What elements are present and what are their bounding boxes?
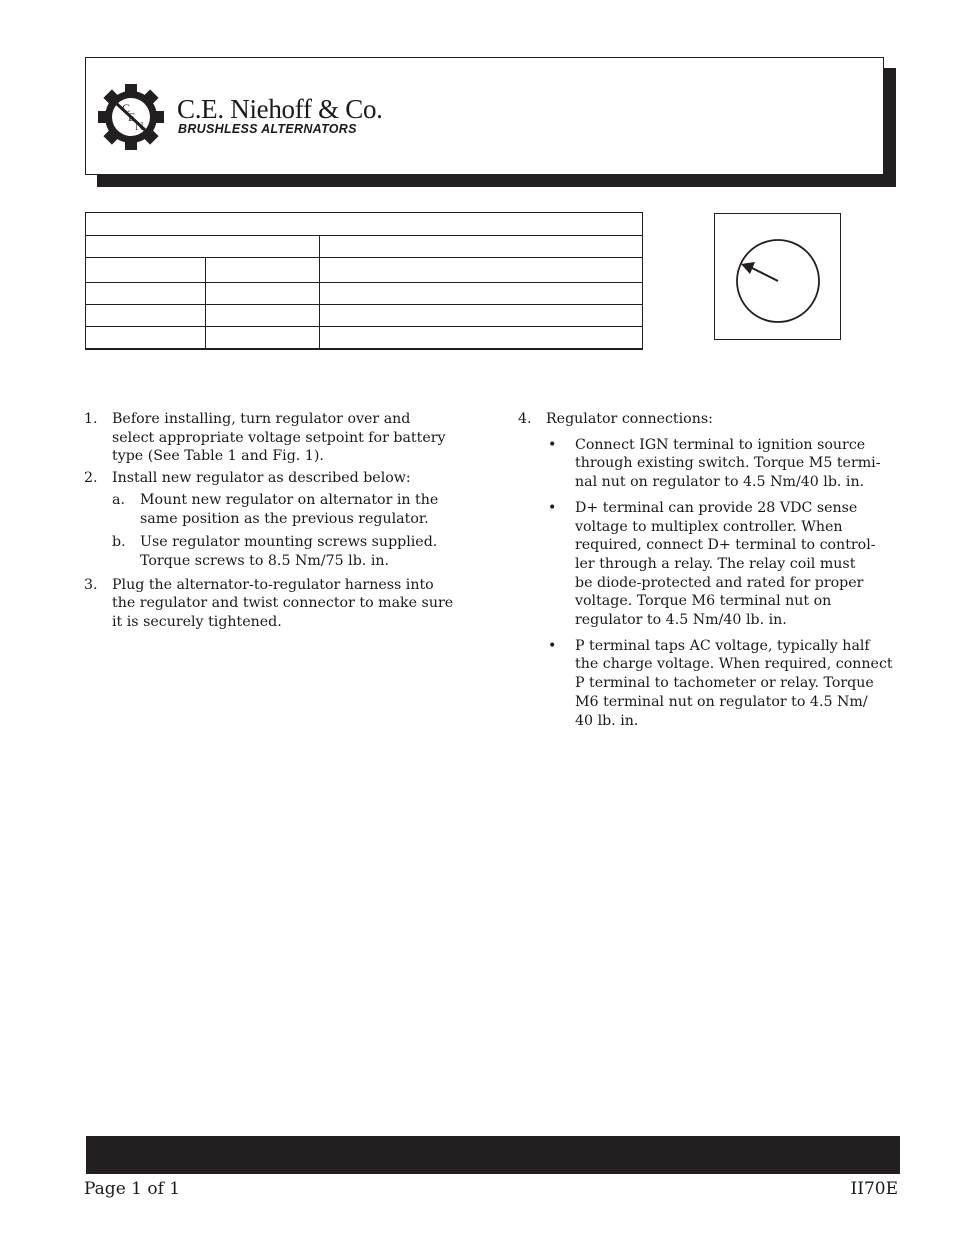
voltage-setpoint-table bbox=[85, 212, 643, 350]
table-cell bbox=[86, 283, 206, 305]
substep-text-line: same position as the previous regulator. bbox=[140, 510, 429, 527]
step-text-line: type (See Table 1 and Fig. 1). bbox=[112, 448, 324, 465]
bullet-text-line: Connect IGN terminal to ignition source bbox=[575, 436, 866, 453]
step-2a bbox=[112, 491, 469, 528]
bullet-text-line: ler through a relay. The relay coil must bbox=[575, 555, 856, 572]
step-text-line: Before installing, turn regulator over and bbox=[112, 411, 411, 427]
bullet-text-line: 40 lb. in. bbox=[575, 712, 639, 729]
voltage-dial-figure bbox=[714, 213, 841, 340]
step-3 bbox=[84, 576, 469, 632]
document-id: II70E bbox=[850, 1179, 898, 1199]
table-cell bbox=[86, 258, 206, 283]
table-cell bbox=[320, 283, 643, 305]
step-2b bbox=[112, 533, 469, 570]
bullet-icon: • bbox=[548, 637, 557, 654]
bullet-text-line: regulator to 4.5 Nm/40 lb. in. bbox=[575, 612, 787, 629]
bullet-text-line: P terminal to tachometer or relay. Torque bbox=[575, 675, 874, 692]
step-number: 3. bbox=[84, 576, 98, 593]
table-cell bbox=[86, 305, 206, 327]
bullet-text-line: voltage to multiplex controller. When bbox=[575, 518, 843, 535]
table-row bbox=[86, 305, 643, 327]
table-cell bbox=[320, 236, 643, 258]
company-name: C.E. Niehoff & Co. bbox=[177, 94, 383, 124]
page-number: Page 1 of 1 bbox=[84, 1179, 181, 1199]
bullet-text-line: be diode-protected and rated for proper bbox=[575, 574, 864, 591]
voltage-dial bbox=[715, 214, 839, 338]
substep-letter: b. bbox=[112, 534, 126, 551]
table-cell bbox=[206, 305, 320, 327]
step-number: 1. bbox=[84, 411, 98, 427]
step-text-line: Regulator connections: bbox=[546, 411, 713, 427]
substep-text-line: Torque screws to 8.5 Nm/75 lb. in. bbox=[140, 552, 390, 569]
table-row bbox=[86, 236, 643, 258]
table-cell bbox=[320, 305, 643, 327]
bullet-text-line: through existing switch. Torque M5 termi- bbox=[575, 455, 881, 472]
bullet-text-line: required, connect D+ terminal to control- bbox=[575, 537, 876, 554]
company-tagline: BRUSHLESS ALTERNATORS bbox=[178, 122, 357, 136]
step-2 bbox=[84, 469, 469, 488]
bullet-text-line: M6 terminal nut on regulator to 4.5 Nm/ bbox=[575, 693, 868, 710]
bullet-text-line: D+ terminal can provide 28 VDC sense bbox=[575, 499, 858, 516]
step-4 bbox=[518, 410, 898, 429]
table-cell bbox=[86, 236, 320, 258]
table-row bbox=[86, 283, 643, 305]
table-cell bbox=[86, 327, 206, 350]
table-row bbox=[86, 258, 643, 283]
substep-letter: a. bbox=[112, 491, 125, 508]
step-text-line: Plug the alternator-to-regulator harness into bbox=[112, 576, 434, 593]
step-text-line: Install new regulator as described below: bbox=[112, 470, 411, 487]
step-number: 4. bbox=[518, 411, 532, 427]
step-1 bbox=[84, 410, 469, 466]
logo-letter-e: E bbox=[128, 110, 136, 124]
substep-text-line: Mount new regulator on alternator in the bbox=[140, 491, 439, 508]
substep-text-line: Use regulator mounting screws supplied. bbox=[140, 534, 438, 551]
logo-letter-n: N bbox=[135, 119, 144, 133]
bullet-text-line: the charge voltage. When required, connect bbox=[575, 656, 893, 673]
step-text-line: it is securely tightened. bbox=[112, 614, 282, 631]
bullet-text-line: voltage. Torque M6 terminal nut on bbox=[575, 593, 832, 610]
table-cell bbox=[320, 258, 643, 283]
table-cell bbox=[206, 283, 320, 305]
table-cell bbox=[206, 258, 320, 283]
bullet-icon: • bbox=[548, 499, 557, 516]
bullet-icon: • bbox=[548, 436, 557, 453]
table-cell bbox=[206, 327, 320, 350]
bullet-dplus-terminal bbox=[546, 499, 898, 630]
step-number: 2. bbox=[84, 470, 98, 487]
logo-letter-c: C bbox=[122, 101, 131, 115]
table-cell bbox=[86, 213, 643, 236]
bullet-text-line: P terminal taps AC voltage, typically half bbox=[575, 637, 870, 654]
instructions-right-column bbox=[518, 410, 898, 737]
table-row bbox=[86, 213, 643, 236]
bullet-text-line: nal nut on regulator to 4.5 Nm/40 lb. in. bbox=[575, 474, 865, 491]
footer-bar bbox=[86, 1136, 900, 1174]
company-logo bbox=[98, 84, 166, 152]
step-text-line: the regulator and twist connector to make sure bbox=[112, 595, 454, 612]
bullet-p-terminal bbox=[546, 637, 898, 731]
table-row bbox=[86, 327, 643, 350]
instructions-left-column bbox=[84, 410, 469, 635]
bullet-ign-terminal bbox=[546, 436, 898, 492]
step-text-line: select appropriate voltage setpoint for battery bbox=[112, 429, 446, 446]
table-cell bbox=[320, 327, 643, 350]
